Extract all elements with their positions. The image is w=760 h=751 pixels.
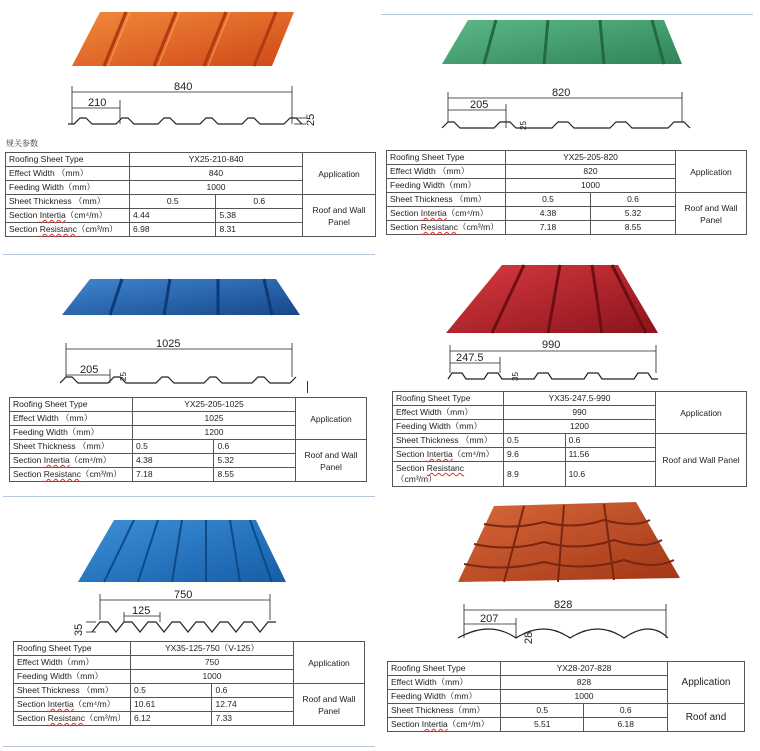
spec-table [9, 397, 367, 482]
cell-value: 5.32 [590, 207, 675, 221]
cell-value: 0.5 [133, 440, 214, 454]
profile-drawing [58, 337, 318, 387]
row-label: Roofing Sheet Type [14, 642, 131, 656]
height-dimension: 25 [519, 121, 528, 130]
roof-sheet-image [66, 6, 296, 70]
row-label: Feeding Width（mm） [14, 670, 131, 684]
cell-value: 7.18 [506, 221, 591, 235]
spec-table [5, 152, 376, 237]
row-label: Feeding Width（mm） [6, 181, 130, 195]
height-dimension: 28 [523, 631, 535, 644]
row-label: Sheet Thickness （mm） [393, 434, 504, 448]
cell-value: 7.18 [133, 468, 214, 482]
cell-value: 10.61 [131, 698, 212, 712]
effect-width-value: 990 [504, 406, 656, 420]
cell-value: 0.6 [565, 434, 655, 448]
pitch-dimension: 247.5 [456, 352, 484, 364]
effect-width-value: 1025 [133, 412, 296, 426]
cell-value: 6.18 [584, 718, 668, 732]
application-header: Application [656, 392, 747, 434]
row-label: Roofing Sheet Type [387, 151, 506, 165]
width-dimension: 750 [174, 589, 193, 601]
cell-value: 8.55 [214, 468, 296, 482]
width-dimension: 828 [554, 599, 573, 611]
spec-table [386, 150, 747, 235]
height-dimension: 35 [73, 623, 85, 636]
product-panel-3 [0, 255, 380, 495]
separator-bottom-left [3, 746, 375, 747]
feeding-width-value: 1000 [506, 179, 676, 193]
pitch-dimension: 125 [132, 605, 151, 617]
cell-value: 4.38 [506, 207, 591, 221]
row-label: Section Intertia（cm⁴/m） [387, 207, 506, 221]
cell-value: 6.98 [130, 223, 216, 237]
row-label: Sheet Thickness （mm） [6, 195, 130, 209]
row-label: Sheet Thickness （mm） [387, 193, 506, 207]
model-value: YX25-210-840 [130, 153, 303, 167]
feeding-width-value: 1000 [131, 670, 294, 684]
cell-value: 0.5 [501, 704, 584, 718]
effect-width-value: 820 [506, 165, 676, 179]
height-dimension: 35 [511, 372, 520, 381]
application-value: Roof and Wall Panel [303, 195, 376, 237]
row-label: Effect Width（mm） [393, 406, 504, 420]
row-label: Roofing Sheet Type [6, 153, 130, 167]
cell-value: 8.9 [504, 462, 566, 487]
row-label: Feeding Width（mm） [388, 690, 501, 704]
effect-width-value: 840 [130, 167, 303, 181]
effect-width-value: 750 [131, 656, 294, 670]
spec-table [392, 391, 747, 487]
application-value: Roof and [668, 704, 745, 732]
product-panel-4 [380, 255, 760, 495]
spec-table [13, 641, 365, 726]
pitch-dimension: 205 [80, 364, 99, 376]
separator-row2 [3, 496, 375, 497]
feeding-width-value: 1200 [133, 426, 296, 440]
cursor-line [307, 381, 308, 393]
row-label: Sheet Thickness （mm） [10, 440, 133, 454]
application-header: Application [296, 398, 367, 440]
model-value: YX25-205-1025 [133, 398, 296, 412]
spec-table [387, 661, 745, 732]
application-header: Application [294, 642, 365, 684]
profile-drawing [454, 598, 674, 648]
roof-sheet-image [74, 516, 290, 588]
width-dimension: 840 [174, 81, 193, 93]
cell-value: 5.38 [216, 209, 303, 223]
row-label: Roofing Sheet Type [388, 662, 501, 676]
row-label: Feeding Width（mm） [387, 179, 506, 193]
cell-value: 8.55 [590, 221, 675, 235]
pitch-dimension: 205 [470, 99, 489, 111]
effect-width-value: 828 [501, 676, 668, 690]
pitch-dimension: 207 [480, 613, 499, 625]
feeding-width-value: 1000 [501, 690, 668, 704]
feeding-width-value: 1200 [504, 420, 656, 434]
row-label: Sheet Thickness（mm） [388, 704, 501, 718]
cell-value: 5.32 [214, 454, 296, 468]
cell-value: 0.6 [216, 195, 303, 209]
product-panel-5 [0, 500, 380, 746]
cell-value: 0.6 [584, 704, 668, 718]
row-label: Section Intertia（cm⁴/m） [6, 209, 130, 223]
model-value: YX35-125-750（V-125） [131, 642, 294, 656]
roof-sheet-image [60, 275, 304, 321]
row-label: Section Intertia（cm⁴/m） [393, 448, 504, 462]
row-label: Section Intertia（cm⁴/m） [14, 698, 131, 712]
cell-value: 11.56 [565, 448, 655, 462]
row-label: Section Resistanc（cm³/m） [387, 221, 506, 235]
feeding-width-value: 1000 [130, 181, 303, 195]
application-value: Roof and Wall Panel [294, 684, 365, 726]
roof-sheet-image [454, 500, 684, 584]
row-label: Section Resistanc（cm³/m） [393, 462, 504, 487]
product-panel-1 [0, 0, 380, 250]
application-value: Roof and Wall Panel [656, 434, 747, 487]
cell-value: 8.31 [216, 223, 303, 237]
roof-sheet-image [442, 261, 662, 339]
row-label: Section Intertia（cm⁴/m） [388, 718, 501, 732]
cell-value: 0.6 [212, 684, 294, 698]
profile-drawing [70, 588, 300, 640]
row-label: Roofing Sheet Type [10, 398, 133, 412]
row-label: Effect Width （mm） [10, 412, 133, 426]
cell-value: 0.5 [506, 193, 591, 207]
product-panel-2 [380, 0, 760, 250]
pitch-dimension: 210 [88, 97, 107, 109]
cell-value: 0.5 [131, 684, 212, 698]
profile-drawing [440, 88, 700, 134]
cell-value: 9.6 [504, 448, 566, 462]
application-value: Roof and Wall Panel [296, 440, 367, 482]
note-label: 规关参数 [6, 139, 38, 148]
row-label: Section Intertia（cm⁴/m） [10, 454, 133, 468]
profile-drawing [444, 339, 674, 387]
cell-value: 7.33 [212, 712, 294, 726]
product-panel-6 [380, 500, 760, 751]
application-header: Application [668, 662, 745, 704]
model-value: YX28-207-828 [501, 662, 668, 676]
cell-value: 5.51 [501, 718, 584, 732]
cell-value: 4.38 [133, 454, 214, 468]
height-dimension: 25 [119, 372, 128, 381]
row-label: Section Resistanc（cm³/m） [14, 712, 131, 726]
cell-value: 10.6 [565, 462, 655, 487]
cell-value: 6.12 [131, 712, 212, 726]
row-label: Effect Width （mm） [387, 165, 506, 179]
row-label: Effect Width （mm） [6, 167, 130, 181]
row-label: Feeding Width（mm） [393, 420, 504, 434]
cell-value: 0.6 [590, 193, 675, 207]
cell-value: 4.44 [130, 209, 216, 223]
model-value: YX25-205-820 [506, 151, 676, 165]
application-header: Application [676, 151, 747, 193]
application-header: Application [303, 153, 376, 195]
row-label: Roofing Sheet Type [393, 392, 504, 406]
row-label: Effect Width（mm） [388, 676, 501, 690]
model-value: YX35-247.5-990 [504, 392, 656, 406]
cell-value: 12.74 [212, 698, 294, 712]
row-label: Effect Width（mm） [14, 656, 131, 670]
row-label: Section Resistanc（cm³/m） [6, 223, 130, 237]
width-dimension: 820 [552, 88, 571, 99]
height-dimension: 25 [305, 113, 317, 126]
width-dimension: 1025 [156, 338, 181, 350]
width-dimension: 990 [542, 339, 561, 351]
cell-value: 0.5 [504, 434, 566, 448]
cell-value: 0.6 [214, 440, 296, 454]
row-label: Section Resistanc（cm³/m） [10, 468, 133, 482]
row-label: Sheet Thickness （mm） [14, 684, 131, 698]
profile-drawing [66, 80, 326, 132]
roof-sheet-image [438, 16, 688, 68]
row-label: Feeding Width（mm） [10, 426, 133, 440]
application-value: Roof and Wall Panel [676, 193, 747, 235]
cell-value: 0.5 [130, 195, 216, 209]
